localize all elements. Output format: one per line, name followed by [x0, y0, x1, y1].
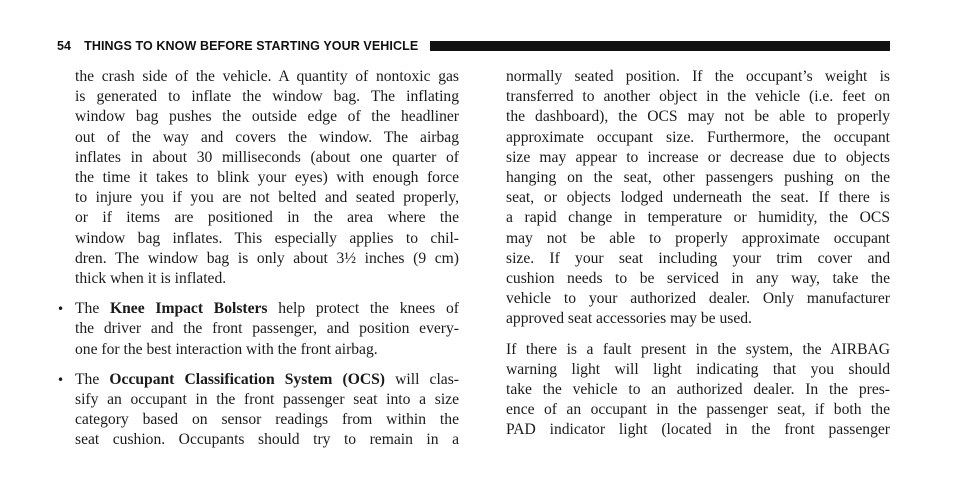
text-line: the time it takes to blink your eyes) with enough force — [75, 169, 459, 187]
text-line: is generated to inflate the window bag. The inflating — [75, 88, 459, 106]
term-occupant-classification-system: Occupant Classification System (OCS) — [109, 370, 385, 388]
text-line: inflates in about 30 milliseconds (about one quarter of — [75, 148, 459, 166]
running-title: THINGS TO KNOW BEFORE STARTING YOUR VEHICLE — [84, 39, 419, 53]
text-line: out of the way and covers the window. The airbag — [75, 128, 459, 146]
text-rest: will clas- — [385, 370, 459, 388]
text-line: sify an occupant in the front passenger seat into a size — [75, 391, 459, 409]
text-line: thick when it is inflated. — [75, 270, 227, 288]
term-knee-impact-bolsters: Knee Impact Bolsters — [110, 300, 268, 318]
text-line: window bag inflates. This especially applies to chil- — [75, 229, 459, 247]
page-header — [57, 37, 890, 55]
text-line: the dashboard), the OCS may not be able to properly — [506, 108, 890, 126]
header-rule — [430, 41, 890, 51]
text-line: to injure you if you are not belted and seated properly, — [75, 189, 459, 207]
text-line: window bag pushes the outside edge of the headliner — [75, 108, 459, 126]
text-line: vehicle to your authorized dealer. Only manufacturer — [506, 290, 890, 308]
paragraph-gap — [506, 330, 890, 340]
text-line: the crash side of the vehicle. A quantity of nontoxic gas — [75, 68, 459, 85]
text-line: take the vehicle to an authorized dealer. In the pres- — [506, 381, 890, 399]
text-line: ence of an occupant in the passenger seat, if both the — [506, 401, 890, 419]
text-line: seat cushion. Occupants should try to remain in a — [75, 431, 459, 449]
text-prefix: The — [75, 370, 110, 388]
bullet-icon: • — [57, 302, 65, 317]
text-line: normally seated position. If the occupant’s weight is — [506, 68, 890, 85]
text-line: dren. The window bag is only about 3½ inches (9 cm) — [75, 249, 459, 267]
text-line: transferred to another object in the vehicle (i.e. feet on — [506, 88, 890, 106]
text-line: If there is a fault present in the system, the AIRBAG — [506, 340, 890, 358]
bullet-knee-bolsters — [57, 299, 459, 360]
text-line — [75, 299, 459, 319]
text-line: size. If your seat including your trim cover and — [506, 249, 890, 267]
bullet-icon: • — [57, 372, 65, 387]
airbag-fault-paragraph — [506, 340, 890, 441]
text-line: seat, or objects lodged underneath the seat. If there is — [506, 189, 890, 207]
text-line: the driver and the front passenger, and position every- — [75, 320, 459, 338]
left-column — [57, 67, 459, 451]
text-line: PAD indicator light (located in the front passenger — [506, 421, 890, 439]
ocs-paragraph — [506, 67, 890, 330]
text-line: a rapid change in temperature or humidity, the OCS — [506, 209, 890, 227]
text-line — [75, 370, 459, 390]
text-line: approximate occupant size. Furthermore, the occupant — [506, 128, 890, 146]
text-line: category based on sensor readings from within the — [75, 411, 459, 429]
text-line: approved seat accessories may be used. — [506, 310, 752, 328]
page-number: 54 — [57, 39, 72, 53]
window-bag-paragraph — [75, 67, 459, 289]
text-line: one for the best interaction with the front airbag. — [75, 340, 378, 358]
text-line: warning light will light indicating that you should — [506, 360, 890, 378]
bullet-ocs — [57, 370, 459, 451]
right-column — [506, 67, 890, 441]
text-line: may not be able to properly approximate occupant — [506, 229, 890, 247]
text-line: cushion needs to be serviced in any way, take the — [506, 270, 890, 288]
text-rest: help protect the knees of — [267, 300, 459, 318]
text-line: size may appear to increase or decrease due to objects — [506, 148, 890, 166]
text-line: or if items are positioned in the area where the — [75, 209, 459, 227]
text-line: hanging on the seat, other passengers pushing on the — [506, 169, 890, 187]
text-prefix: The — [75, 300, 110, 318]
